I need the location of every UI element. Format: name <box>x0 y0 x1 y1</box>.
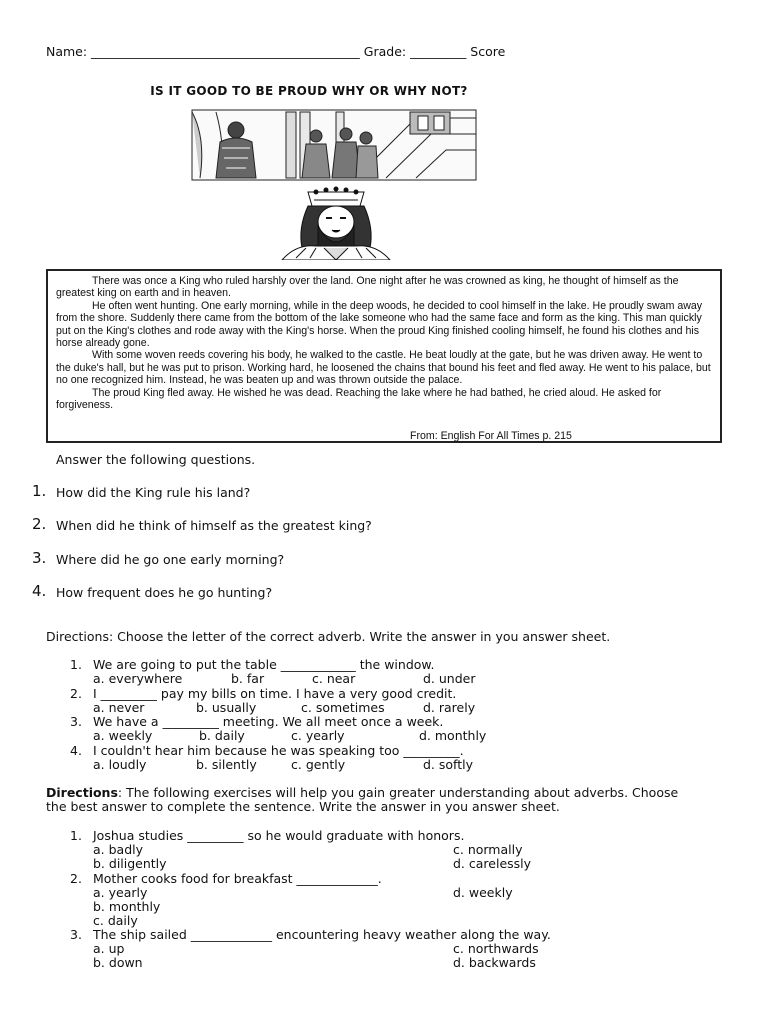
choice-c: c. near <box>312 671 356 686</box>
title-text: IS IT GOOD TO BE PROUD WHY OR WHY NOT? <box>150 84 468 98</box>
item-number: 4. <box>70 743 82 758</box>
worksheet-title <box>0 84 768 98</box>
item-stem: We have a _________ meeting. We all meet once a week. <box>93 714 444 729</box>
choice-a: a. weekly <box>93 728 153 743</box>
choice-b: b. monthly <box>93 899 161 914</box>
passage-paragraph: The proud King fled away. He wished he was dead. Reaching the lake where he had bathed, he cried aloud. He asked for forgiveness. <box>56 386 662 412</box>
item-stem: Mother cooks food for breakfast _____________. <box>93 871 382 886</box>
reading-passage <box>46 269 722 443</box>
directions-2 <box>46 785 678 800</box>
choice-b: b. far <box>231 671 265 686</box>
question-number: 4. <box>32 582 47 600</box>
directions-2-label: Directions <box>46 785 118 800</box>
passage-source: From: English For All Times p. 215 <box>410 430 572 442</box>
choice-c: c. yearly <box>291 728 345 743</box>
item-stem: I couldn't hear him because he was speaking too _________. <box>93 743 464 758</box>
choice-c: c. gently <box>291 757 346 772</box>
item-number: 3. <box>70 927 82 942</box>
passage-paragraph: He often went hunting. One early morning, while in the deep woods, he decided to cool himself in the lake. He proudly swam away from the shore. Suddenly there came from the bottom of the lake someone who had the same face and form as the king. This man quickly put on the King's clothes and rode away with the King's horse. When the proud King finished cooling himself, he found his clothes and his horse already gone. <box>56 299 703 350</box>
item-number: 2. <box>70 871 82 886</box>
directions-2-text: : The following exercises will help you gain greater understanding about adverbs. Choose <box>117 785 679 800</box>
crowned-king-portrait <box>282 187 390 260</box>
question-text: How frequent does he go hunting? <box>56 585 273 600</box>
choice-d: d. softly <box>423 757 473 772</box>
palace-scene <box>192 110 476 180</box>
choice-c: c. daily <box>93 913 138 928</box>
passage-paragraph: With some woven reeds covering his body, he walked to the castle. He beat loudly at the gate, but he was driven away. He went to the duke's hall, but he was put to prison. Working hard, he loosened the chains that bound his feet and fled away. He went to his palace, but no one recognized him. Instead, he was beaten up and was thrown outside the palace. <box>56 349 711 387</box>
choice-a: a. yearly <box>93 885 148 900</box>
choice-a: a. never <box>93 700 145 715</box>
item-number: 1. <box>70 657 82 672</box>
answer-instructions: Answer the following questions. <box>56 452 256 467</box>
item-number: 3. <box>70 714 82 729</box>
choice-a: a. loudly <box>93 757 147 772</box>
choice-c: c. northwards <box>453 941 539 956</box>
question-text: When did he think of himself as the greatest king? <box>56 518 372 533</box>
item-stem: Joshua studies _________ so he would graduate with honors. <box>93 828 465 843</box>
question-number: 3. <box>32 549 47 567</box>
choice-b: b. usually <box>196 700 257 715</box>
question-text: Where did he go one early morning? <box>56 552 285 567</box>
choice-d: d. backwards <box>453 955 536 970</box>
choice-b: b. down <box>93 955 143 970</box>
choice-d: d. weekly <box>453 885 513 900</box>
directions-2-line2: the best answer to complete the sentence. Write the answer in you answer sheet. <box>46 799 560 814</box>
choice-a: a. everywhere <box>93 671 183 686</box>
question-text: How did the King rule his land? <box>56 485 251 500</box>
passage-paragraph: There was once a King who ruled harshly over the land. One night after he was crowned as king, he thought of himself as the greatest king on earth and in heaven. <box>56 275 679 300</box>
choice-d: d. rarely <box>423 700 476 715</box>
worksheet-header: Name: ___________________________________________ Grade: _________ Score <box>46 44 506 59</box>
item-stem: We are going to put the table ____________ the window. <box>93 657 435 672</box>
choice-b: b. diligently <box>93 856 167 871</box>
item-number: 1. <box>70 828 82 843</box>
choice-c: c. sometimes <box>301 700 385 715</box>
choice-a: a. badly <box>93 842 144 857</box>
item-number: 2. <box>70 686 82 701</box>
directions-1: Directions: Choose the letter of the correct adverb. Write the answer in you answer sheet. <box>46 629 611 644</box>
item-stem: The ship sailed _____________ encountering heavy weather along the way. <box>93 927 551 942</box>
choice-b: b. daily <box>199 728 245 743</box>
question-number: 1. <box>32 482 47 500</box>
item-stem: I _________ pay my bills on time. I have a very good credit. <box>93 686 457 701</box>
choice-a: a. up <box>93 941 125 956</box>
choice-d: d. monthly <box>419 728 487 743</box>
choice-d: d. under <box>423 671 476 686</box>
choice-b: b. silently <box>196 757 257 772</box>
choice-d: d. carelessly <box>453 856 532 871</box>
choice-c: c. normally <box>453 842 523 857</box>
king-illustration <box>186 108 486 260</box>
question-number: 2. <box>32 515 47 533</box>
